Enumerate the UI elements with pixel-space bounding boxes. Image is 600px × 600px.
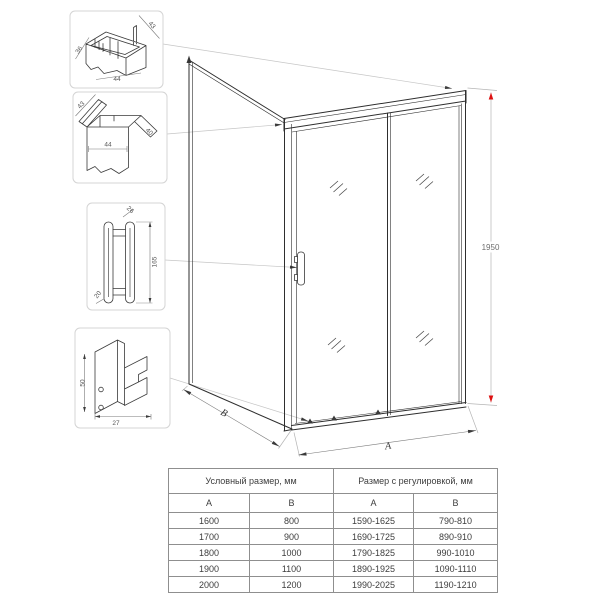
cell: 1200	[250, 577, 334, 593]
door-handle	[295, 252, 305, 285]
width-dim-label: A	[384, 440, 392, 453]
cell: 900	[250, 529, 334, 545]
dim-label: 27	[112, 420, 120, 427]
detail-box-handle	[87, 203, 165, 310]
leader-lines	[163, 44, 452, 423]
dim-label: 20	[93, 289, 104, 300]
detail-box-wall-profile	[73, 92, 167, 183]
cell: 1000	[250, 545, 334, 561]
screw-hole	[99, 387, 104, 392]
height-dim-label: 1950	[481, 243, 500, 252]
wall-profile-sketch	[79, 100, 157, 174]
detail-frame	[75, 328, 170, 428]
cell: 2000	[169, 577, 250, 593]
glass-sparkles	[328, 174, 433, 353]
cell: 1890-1925	[334, 561, 414, 577]
table-header-nominal: Условный размер, мм	[169, 469, 334, 494]
table-subheader: A	[334, 494, 414, 513]
table-header-adjustable: Размер с регулировкой, мм	[334, 469, 498, 494]
frame	[284, 91, 466, 432]
dimension-width-A	[294, 406, 478, 457]
table-subheader: A	[169, 494, 250, 513]
dim-label: 44	[104, 141, 112, 149]
table-subheader: B	[414, 494, 498, 513]
dim-label: 36	[74, 45, 85, 56]
cell: 1990-2025	[334, 577, 414, 593]
table-row	[169, 577, 498, 593]
dimension-depth-B	[182, 386, 291, 449]
dim-label: 44	[113, 76, 121, 83]
leader-arrow	[445, 86, 452, 90]
size-table	[168, 468, 498, 593]
side-glass-panel	[189, 60, 292, 429]
cell: 1090-1110	[414, 561, 498, 577]
depth-dim-label: B	[218, 407, 230, 420]
cell: 1700	[169, 529, 250, 545]
top-track-sketch	[86, 26, 146, 76]
dim-label-blue: 40	[143, 127, 154, 138]
detail-box-bottom-track	[75, 328, 170, 428]
table-row	[169, 561, 498, 577]
detail-box-top-track	[70, 11, 163, 88]
table-row	[169, 513, 498, 529]
cell: 790-810	[414, 513, 498, 529]
door-rollers	[307, 410, 381, 424]
bottom-track-sketch	[95, 340, 147, 414]
table-row	[169, 529, 498, 545]
sliding-doors	[297, 106, 460, 424]
cell: 1190-1210	[414, 577, 498, 593]
cell: 1590-1625	[334, 513, 414, 529]
table-subheader: B	[250, 494, 334, 513]
cell: 1600	[169, 513, 250, 529]
cell: 1800	[169, 545, 250, 561]
dim-label: 26	[124, 205, 136, 216]
cell: 1790-1825	[334, 545, 414, 561]
cell: 800	[250, 513, 334, 529]
screw-hole	[99, 405, 104, 410]
cell: 990-1010	[414, 545, 498, 561]
dim-label: 50	[79, 379, 87, 387]
red-arrow-up	[489, 93, 494, 100]
red-arrow-down	[489, 396, 494, 403]
leader-arrow	[290, 266, 297, 270]
dim-label: 43	[76, 100, 87, 111]
cell: 1100	[250, 561, 334, 577]
cell: 890-910	[414, 529, 498, 545]
cell: 1690-1725	[334, 529, 414, 545]
dimension-height-1950	[468, 88, 504, 406]
handle-sketch	[104, 222, 135, 303]
dim-label: 43	[146, 20, 157, 31]
table-row	[169, 545, 498, 561]
leader-arrow	[275, 123, 282, 127]
dim-label: 165	[151, 256, 159, 268]
enclosure-drawing	[189, 60, 466, 431]
cell: 1900	[169, 561, 250, 577]
